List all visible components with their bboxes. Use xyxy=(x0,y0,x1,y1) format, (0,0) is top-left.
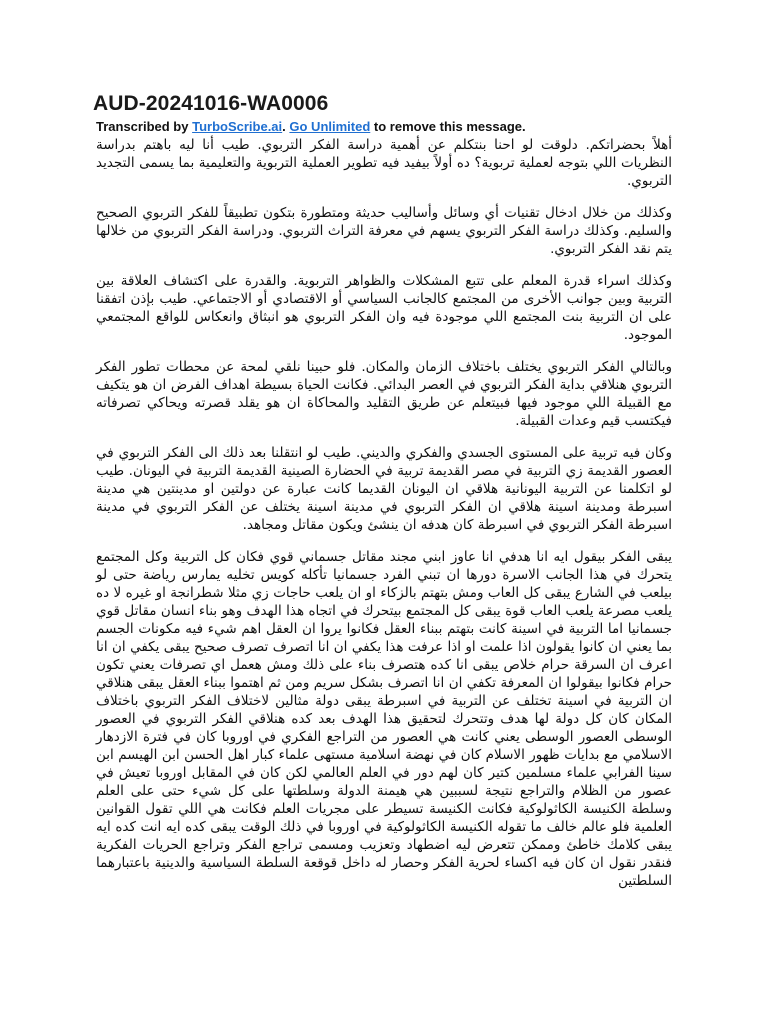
paragraph-2: وكذلك من خلال ادخال تقنيات أي وسائل وأساليب حديثة ومتطورة بتكون تطبيقاً للفكر التربوي الصحيح والسليم. وكذلك دراسة الفكر التربوي يسهم في معرفة التراث التربوي. ودراسة الفكر التربوي من خلالها يتم نقد الفكر التربوي. xyxy=(96,205,672,257)
paragraph-5: وكان فيه تربية على المستوى الجسدي والفكري والديني. طيب لو انتقلنا بعد ذلك الى الفكر التربوي في العصور القديمة زي التربية في مصر القديمة تربية في الحضارة الصينية القديمة التربية في اليونان. طيب لو اتكلمنا عن التربية اليونانية هلاقي ان اليونان القديما كانت عبارة عن دولتين او مدينتين هي مدينة اسبرطة ومدينة اسينة هلاقي ان الفكر التربوي في مدينة اسينة يختلف عن الفكر التربوي في مدينة اسبرطة الفكر التربوي في اسبرطة كان هدفه ان ينشئ ويكون مقاتل ومجاهد. xyxy=(96,445,672,533)
transcription-banner xyxy=(96,119,672,134)
paragraph-3: وكذلك اسراء قدرة المعلم على تتبع المشكلات والظواهر التربوية. والقدرة على اكتشاف العلاقة بين التربية وبين جوانب الأخرى من المجتمع كالجانب السياسي أو الاقتصادي أو الاجتماعي. طيب بإذن اتفقنا على ان التربية بنت المجتمع اللي موجودة فيه وان الفكر التربوي هو انبثاق وانعكاس للواقع المجتمعي الموجود. xyxy=(96,273,672,343)
banner-suffix: to remove this message. xyxy=(370,119,526,134)
document-title: AUD-20241016-WA0006 xyxy=(93,92,329,115)
banner-prefix: Transcribed by xyxy=(96,119,193,134)
paragraph-1: أهلاً بحضراتكم. دلوقت لو احنا بنتكلم عن أهمية دراسة الفكر التربوي. طيب أنا ليه باهتم بدراسة النظريات اللي بتوجه لعملية تربوية؟ ده أولاً بيفيد فيه تطوير العملية التربوية والتعليمية بما يسمى التجديد التربوي. xyxy=(96,137,672,189)
turboscribe-link[interactable]: TurboScribe.ai xyxy=(192,119,283,134)
go-unlimited-link[interactable]: Go Unlimited xyxy=(289,119,371,134)
banner-separator: . xyxy=(282,119,290,134)
paragraph-4: وبالتالي الفكر التربوي يختلف باختلاف الزمان والمكان. فلو حبينا نلقي لمحة عن محطات تطور الفكر التربوي هنلاقي بداية الفكر التربوي في العصر البدائي. فكانت الحياة بسيطة اهداف الفرض ان هو يتكيف مع القبيلة اللي موجود فيها فبيتعلم عن طريق التقليد والمحاكاة ان هو يقلد قصرته ويحاكي تصرفاته فيكتسب قيم وعدات القبيلة. xyxy=(96,359,672,429)
paragraph-6: يبقى الفكر بيقول ايه انا هدفي انا عاوز ابني مجند مقاتل جسماني قوي فكان كل التربية وكل المجتمع يتحرك في هذا الجانب الاسرة دورها ان تبني الفرد جسمانيا تأكله كويس تخليه يمارس رياضة حتى لو بيلعب في الشارع يبقى كل العاب ومش بتهتم بالزكاء او ان يلعب حاجات زي مثلا شطرانجة او غيره لا ده يلعب مصرعة يلعب العاب قوة يبقى كل المجتمع بيتحرك في اتجاه هذا الهدف وهو بناء انسان مقاتل قوي جسمانيا اما التربية في اسينة كانت بتهتم ببناء العقل فكانوا يروا ان العقل اهم شيء فيه مكونات الجسم بما يعني ان كانوا يقولون اذا علمت او اذا عرفت هذا يكفي ان انا اتصرف تصرف صحيح يبقى يكفي ان انا اعرف ان السرقة حرام خلاص يبقى انا كده هتصرف بناء على ذلك ومش هعمل اي تصرفات يعني تكون حرام فكانوا بيقولوا ان المعرفة تكفي ان انا اتصرف بشكل سريم ومن ثم اهتموا ببناء العقل يبقى هنلاقي ان التربية في اسينة تختلف عن التربية في اسبرطة يبقى دولة مثالين لاختلاف الفكر التربوي باختلاف المكان كان كل دولة لها هدف وتتحرك لتحقيق هذا الهدف بعد كده هنلاقي الفكر التربوي في العصور الوسطى العصور الوسطى يعني كانت هي العصور من التراجع الفكري في اوروبا كان في فترة الازدهار الاسلامي مع بدايات ظهور الاسلام كان في نهضة اسلامية مستهى علماء كبار اهل الحسن ابن الهيسم ابن سينا الفرابي علماء مسلمين كتير كان لهم دور في العلم العالمي لكن كان في المقابل اوروبا تعيش في عصور من الظلام والتراجع نتيجة لسببين هي هيمنة الدولة وسلطتها على كل شيء حتى على العلم وسلطة الكنيسة الكاثولوكية فكانت الكنيسة تسيطر على مجريات العلم فكانت هي اللي تقول القوانين العلمية فلو عالم خالف ما تقوله الكنيسة الكاثولوكية في اوروبا في ذلك الوقت يبقى كده ايه انت كده ايه يبقى كلامك خاطئ وممكن تتعرض ليه اضطهاد وتعزيب ومسمى تراجع الفكر وتراجع الحريات الفكرية فنقدر نقول ان كان فيه اكساء لحرية الفكر وحصار له داخل قوقعة السلطة السياسية والدينية باعتبارهما السلطتين xyxy=(96,549,672,889)
